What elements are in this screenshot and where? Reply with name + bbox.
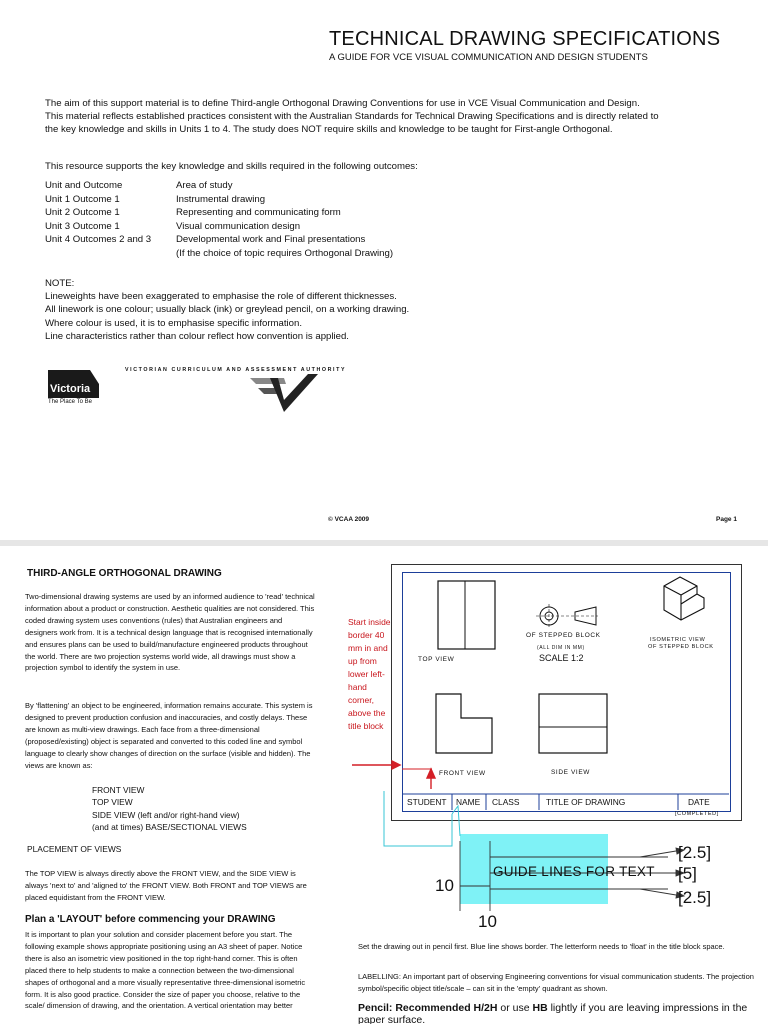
front-view-label: FRONT VIEW (439, 770, 486, 777)
table-cell: Unit 4 Outcomes 2 and 3 (45, 234, 152, 245)
guide-dim-top: [2.5] (678, 843, 712, 862)
document-subtitle: A GUIDE FOR VCE VISUAL COMMUNICATION AND DESIGN STUDENTS (329, 52, 648, 63)
table-row (45, 220, 445, 234)
placement-heading: PLACEMENT OF VIEWS (27, 844, 122, 854)
note-line: All linework is one colour; usually black (ink) or greylead pencil, on a working drawing. (45, 304, 410, 316)
victoria-logo-graphic (48, 370, 99, 398)
outcomes-table (45, 179, 445, 260)
caption-paragraph: LABELLING: An important part of observing Engineering conventions for visual communication students. The projection symbol/specific object title/scale – can sit in the 'empty' quadrant as shown. (358, 972, 754, 993)
pencil-note (358, 1002, 768, 1024)
completed-label: [COMPLETED] (675, 811, 719, 817)
iso-view-label: ISOMETRIC VIEW (650, 637, 706, 643)
victoria-logo-text: Victoria (50, 383, 91, 395)
guide-dim-horizontal: 10 (435, 876, 454, 895)
start-note: Start inside border 40 mm in and up from lower left-hand corner, above the title block (348, 617, 391, 731)
guide-lines-text: GUIDE LINES FOR TEXT (493, 864, 655, 879)
side-view-label: SIDE VIEW (551, 769, 590, 776)
document-page-2 (0, 546, 768, 1024)
section-heading: THIRD-ANGLE ORTHOGONAL DRAWING (27, 568, 222, 579)
table-cell: Representing and communicating form (176, 207, 341, 218)
table-row (45, 193, 445, 207)
iso-view-sublabel: OF STEPPED BLOCK (648, 644, 714, 650)
title-block-cell: STUDENT (407, 797, 447, 807)
table-row (45, 206, 445, 220)
vcaa-logo (250, 374, 320, 414)
body-paragraph: It is important to plan your solution and consider placement before you start. The following example shows appropriate positioning using an A3 sheet of paper. Notice there is also an isometric view positioned in the top right-hand corner. This is often placed there to help students to make a connection between the two-dimensional shapes of orthogonal and a more visually representative three-dimensional isometric form. It is also good practice. Consider the size of paper you choose, relative to the scale/ dimension of drawing, and the orientation. A vertical orientation may better (25, 930, 306, 1011)
caption-paragraph: Set the drawing out in pencil first. Blue line shows border. The letterform needs to 'float' in the title block space. (358, 942, 725, 951)
victoria-logo (48, 370, 99, 398)
title-block-cell: TITLE OF DRAWING (546, 797, 626, 807)
front-view-shape (436, 694, 492, 753)
scale-label: SCALE 1:2 (539, 653, 584, 663)
body-paragraph: The TOP VIEW is always directly above the FRONT VIEW, and the SIDE VIEW is always 'next to' and 'aligned to' the FRONT VIEW. Both FRONT and TOP VIEWS are placed equidistant from the FRONT VIEW. (25, 869, 307, 902)
pencil-hb: HB (532, 1002, 548, 1014)
table-cell: Instrumental drawing (176, 193, 266, 205)
supports-paragraph: This resource supports the key knowledge and skills required in the following outcomes: (45, 161, 418, 172)
vcaa-label: VICTORIAN CURRICULUM AND ASSESSMENT AUTHORITY (125, 367, 347, 373)
note-line: Line characteristics rather than colour reflect how convention is applied. (45, 330, 349, 342)
pencil-rest: lightly if you are leaving impressions in the paper surface. (358, 1002, 748, 1024)
isometric-block-icon (664, 577, 704, 620)
note-line: Where colour is used, it is to emphasise specific information. (45, 317, 303, 329)
intro-paragraph: The aim of this support material is to define Third-angle Orthogonal Drawing Conventions for use in VCE Visual Communication and Design. This material reflects established practices consistent with the Australian Standards for Technical Drawing Specifications and is directly related to the key knowledge and skills in Units 1 to 4. The study does NOT require skills and knowledge to be taught for First-angle Orthogonal. (45, 98, 659, 136)
pencil-mid: or use (497, 1002, 533, 1014)
guide-dim-middle: [5] (678, 864, 697, 883)
table-cell: Developmental work and Final presentations (176, 234, 366, 245)
table-cell: Unit 1 Outcome 1 (45, 193, 120, 205)
table-cell (45, 247, 176, 261)
table-header-row (45, 179, 445, 193)
document-title: TECHNICAL DRAWING SPECIFICATIONS (329, 28, 721, 50)
top-view-label: TOP VIEW (418, 656, 455, 663)
table-header-cell: Unit and Outcome (45, 180, 123, 191)
list-item: (and at times) BASE/SECTIONAL VIEWS (92, 821, 247, 832)
pencil-bold: Pencil: Recommended H/2H (358, 1002, 498, 1014)
note-label: NOTE: (45, 278, 75, 289)
start-arrows (352, 761, 435, 789)
table-cell: (If the choice of topic requires Orthogonal Drawing) (176, 247, 394, 259)
table-cell: Unit 2 Outcome 1 (45, 207, 120, 218)
note-block (45, 277, 495, 343)
body-paragraph: By 'flattening' an object to be engineered, information remains accurate. This system is designed to prevent production confusion and inaccuracies, and costly delays. These are known as multi-view drawings. Each face from a three-dimensional (proposed/existing) object is separated and converted to this coded line and symbol language to clearly show changes of direction on the surface (visible and hidden). The views are known as: (25, 701, 313, 770)
stepped-block-label: OF STEPPED BLOCK (526, 632, 601, 639)
title-block-cell: NAME (456, 797, 481, 807)
title-block-cell: CLASS (492, 797, 520, 807)
note-line: Lineweights have been exaggerated to emphasise the role of different thicknesses. (45, 291, 397, 303)
table-cell: Visual communication design (176, 220, 301, 232)
list-item: FRONT VIEW (92, 785, 145, 795)
list-item: TOP VIEW (92, 797, 133, 808)
table-row (45, 247, 445, 261)
title-block-cell: DATE (688, 797, 710, 807)
all-dim-label: (ALL DIM IN MM) (537, 645, 585, 651)
copyright: © VCAA 2009 (328, 516, 370, 523)
table-row (45, 233, 445, 247)
body-paragraph: Two-dimensional drawing systems are used by an informed audience to 'read' technical information about a product or construction. Aesthetic qualities are not considered. This coded drawing system uses conventions (rules) that Australian engineers and designers work from. It is a technical design language that is recognised internationally and ensures plans can be used to build/manufacture engineered products throughout the world. There are two projection systems world wide, all drawings must show a projection symbol to identify the system in use. (25, 592, 315, 673)
table-cell: Unit 3 Outcome 1 (45, 220, 120, 232)
table-header-cell: Area of study (176, 180, 233, 191)
projection-symbol-icon (536, 604, 598, 628)
guide-dim-vertical: 10 (478, 912, 497, 931)
side-view-shape (539, 694, 607, 753)
victoria-tagline: The Place To Be (48, 399, 92, 405)
top-view-shape (438, 581, 495, 649)
page-number: Page 1 (716, 516, 737, 523)
plan-heading: Plan a 'LAYOUT' before commencing your DRAWING (25, 914, 276, 925)
guide-dim-bottom: [2.5] (678, 888, 712, 907)
list-item: SIDE VIEW (left and/or right-hand view) (92, 809, 240, 820)
